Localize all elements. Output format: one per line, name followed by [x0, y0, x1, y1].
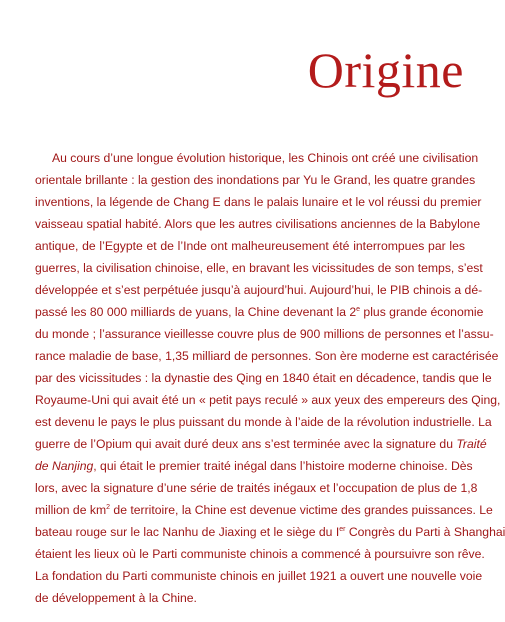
text-line: Royaume-Uni qui avait été un « petit pays reculé » aux yeux des empereurs des Qing, [35, 393, 501, 407]
text-line: du monde ; l’assurance vieillesse couvre plus de 900 millions de personnes et l’assu- [35, 327, 494, 341]
text-line [35, 521, 505, 543]
page-title: Origine [307, 42, 464, 98]
text-run: passé les 80 000 milliards de yuans, la Chine devenant la 2 [35, 305, 357, 319]
text-line: La fondation du Parti communiste chinois en juillet 1921 a ouvert une nouvelle voie [35, 569, 483, 583]
text-line: guerres, la civilisation chinoise, elle, en bravant les vicissitudes de son temps, s’est [35, 261, 483, 275]
superscript: er [339, 526, 346, 533]
text-line: lors, avec la signature d’une série de traités inégaux et l’occupation de plus de 1,8 [35, 481, 478, 495]
text-line: étaient les lieux où le Parti communiste chinois a commencé à poursuivre son rêve. [35, 547, 485, 561]
superscript: e [356, 306, 361, 313]
text-line: rance maladie de base, 1,35 milliard de personnes. Son ère moderne est caractérisée [35, 349, 499, 363]
body-paragraph [35, 147, 505, 609]
text-line [35, 455, 473, 477]
text-line: Au cours d’une longue évolution historique, les Chinois ont créé une civilisation [52, 151, 479, 165]
text-run: guerre de l’Opium qui avait duré deux ans s’est terminée avec la signature du [35, 437, 457, 451]
text-run: plus grande économie [360, 305, 484, 319]
text-line: est devenu le pays le plus puissant du monde à l’aide de la révolution industrielle. La [35, 415, 492, 429]
text-line: par des vicissitudes : la dynastie des Qing en 1840 était en décadence, tandis que le [35, 371, 492, 385]
text-run: million de km [35, 503, 107, 517]
text-run: bateau rouge sur le lac Nanhu de Jiaxing et le siège du I [35, 525, 340, 539]
text-line: antique, de l’Egypte et de l’Inde ont malheureusement été interrompues par les [35, 239, 465, 253]
italic-title: de Nanjing [35, 459, 94, 473]
italic-title: Traité [456, 437, 487, 451]
text-line: de développement à la Chine. [35, 591, 197, 605]
text-line: vaisseau spatial habité. Alors que les autres civilisations anciennes de la Babylone [35, 217, 481, 231]
text-run: de territoire, la Chine est devenue victime des grandes puissances. Le [110, 503, 493, 517]
text-line: développée et s’est perpétuée jusqu’à aujourd’hui. Aujourd’hui, le PIB chinois a dé- [35, 283, 483, 297]
text-line [35, 301, 484, 323]
superscript: 2 [106, 504, 111, 511]
text-line: inventions, la légende de Chang E dans le palais lunaire et le vol réussi du premier [35, 195, 482, 209]
text-line: orientale brillante : la gestion des inondations par Yu le Grand, les quatre grandes [35, 173, 476, 187]
text-line [35, 499, 493, 521]
text-run: Congrès du Parti à Shanghai [345, 525, 505, 539]
text-run: , qui était le premier traité inégal dans l’histoire moderne chinoise. Dès [93, 459, 473, 473]
text-line [35, 433, 487, 455]
